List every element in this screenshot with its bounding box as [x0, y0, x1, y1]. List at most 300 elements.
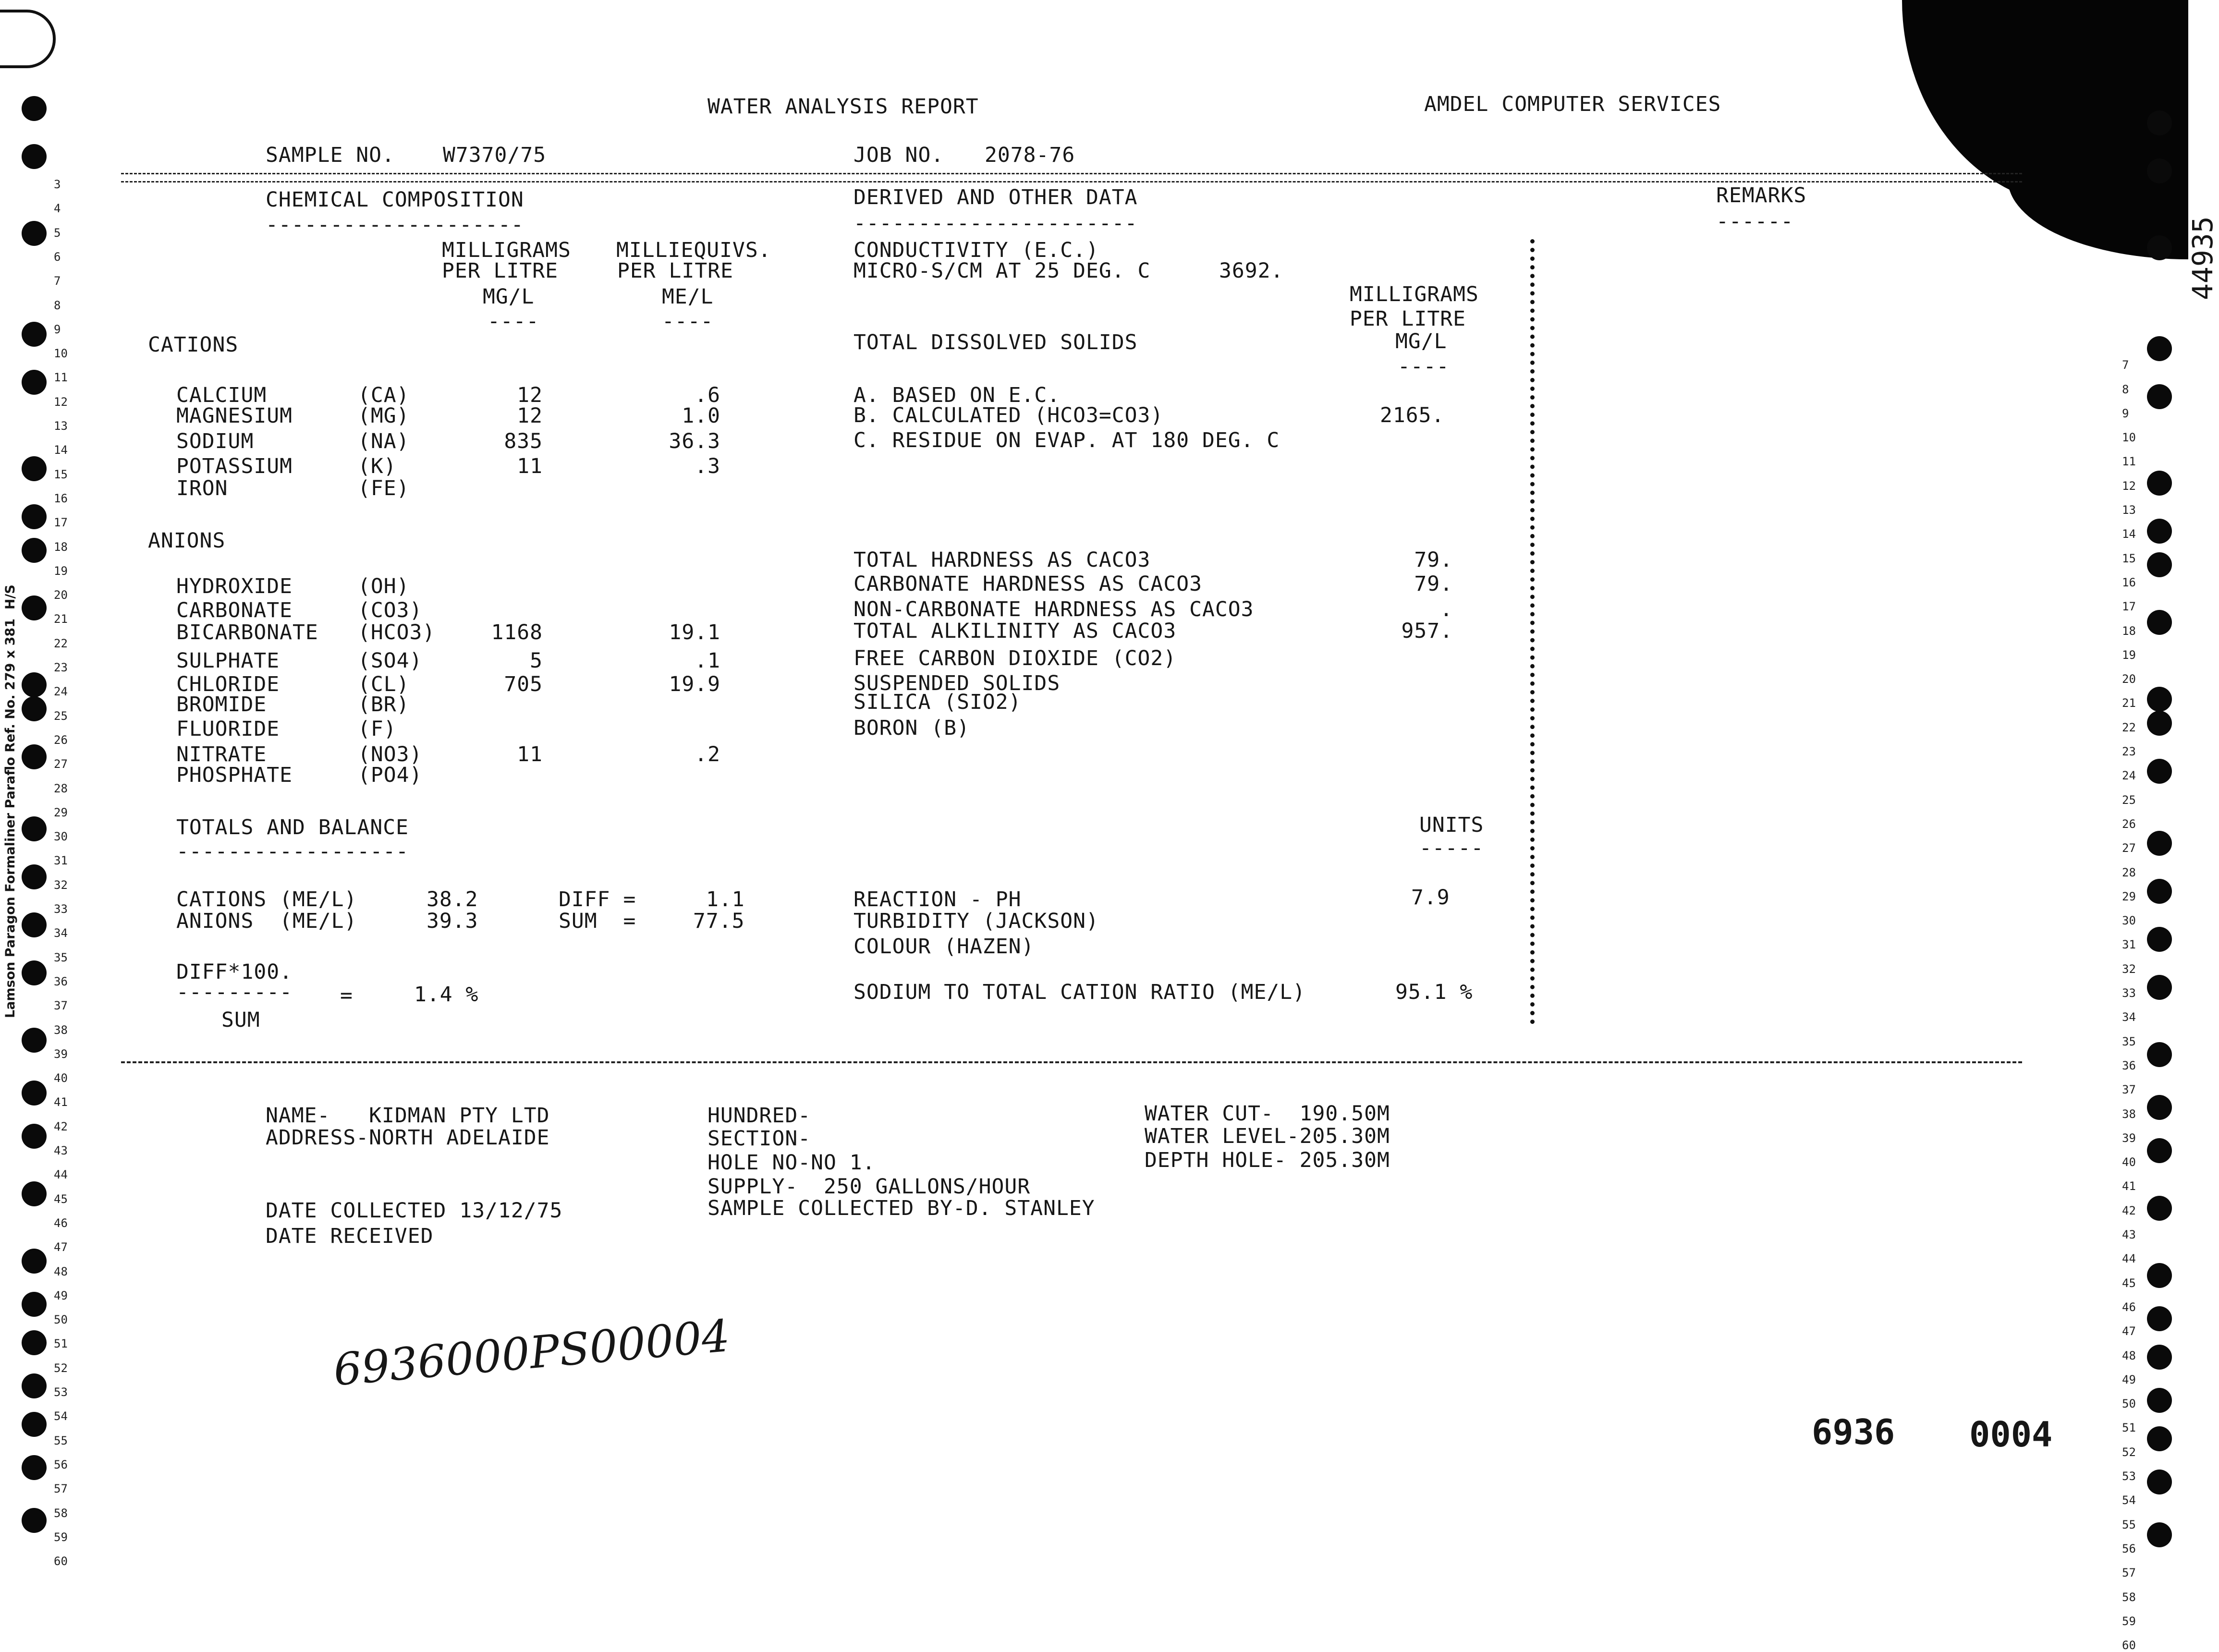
line-number: 21	[54, 612, 68, 626]
anion-name: PHOSPHATE	[176, 763, 293, 787]
feed-hole	[2147, 1138, 2172, 1163]
cation-name: IRON	[176, 476, 228, 500]
line-number: 51	[54, 1337, 68, 1351]
line-number: 20	[54, 588, 68, 602]
line-number: 42	[54, 1119, 68, 1133]
line-number: 12	[54, 395, 68, 409]
line-number: 15	[54, 467, 68, 481]
derived-label: SILICA (SIO2)	[853, 690, 1022, 714]
anions-total-label: ANIONS (ME/L)	[176, 909, 357, 933]
chemical-composition-heading: CHEMICAL COMPOSITION	[266, 188, 524, 212]
derived-label: TOTAL HARDNESS AS CACO3	[853, 548, 1151, 572]
feed-hole	[22, 1373, 47, 1398]
feed-hole	[2147, 519, 2172, 544]
anion-symbol: (CL)	[358, 672, 410, 696]
feed-hole	[22, 1508, 47, 1533]
line-number: 26	[54, 733, 68, 747]
line-number: 14	[2122, 527, 2136, 541]
anion-symbol: (HCO3)	[358, 620, 436, 644]
sum-value: 77.5	[693, 909, 745, 933]
line-number: 38	[2122, 1107, 2136, 1121]
ph-value: 7.9	[1411, 886, 1450, 910]
paper-margin-note: Lamson Paragon Formaliner Paraflo Ref. No. 279 x 381 H/S	[3, 584, 18, 1018]
sodium-ratio-label: SODIUM TO TOTAL CATION RATIO (ME/L)	[853, 980, 1306, 1004]
line-number: 59	[54, 1530, 68, 1544]
tds-based-on-ec: A. BASED ON E.C.	[853, 383, 1061, 407]
anion-name: SULPHATE	[176, 649, 280, 673]
derived-value: 957.	[1401, 619, 1453, 643]
anion-symbol: (BR)	[358, 692, 410, 717]
cation-symbol: (NA)	[358, 429, 410, 453]
line-number: 4	[54, 202, 61, 216]
line-number: 15	[2122, 551, 2136, 565]
line-number: 34	[2122, 1010, 2136, 1024]
line-number: 43	[2122, 1228, 2136, 1241]
sample-number: W7370/75	[443, 143, 547, 167]
line-number: 40	[2122, 1155, 2136, 1169]
line-number: 48	[2122, 1348, 2136, 1362]
line-number: 40	[54, 1071, 68, 1085]
cation-mg-value: 12	[517, 383, 543, 407]
formula-equals: =	[340, 984, 353, 1008]
line-number: 34	[54, 926, 68, 940]
footer-rule	[121, 1061, 2022, 1063]
cations-total-value: 38.2	[427, 887, 478, 911]
line-number: 45	[54, 1192, 68, 1206]
client-name: NAME- KIDMAN PTY LTD	[266, 1104, 550, 1128]
anion-symbol: (PO4)	[358, 763, 423, 787]
remarks-separator	[1530, 239, 1535, 1024]
feed-hole	[22, 1081, 47, 1105]
line-number: 58	[2122, 1590, 2136, 1604]
line-number: 16	[2122, 575, 2136, 589]
line-number: 60	[54, 1555, 68, 1568]
diff-label: DIFF =	[559, 887, 636, 911]
anion-name: CARBONATE	[176, 598, 293, 622]
anion-name: NITRATE	[176, 742, 267, 766]
line-number: 45	[2122, 1276, 2136, 1290]
formula-denominator: SUM	[221, 1008, 260, 1032]
cation-mg-value: 835	[504, 429, 543, 453]
line-number: 10	[2122, 431, 2136, 445]
feed-hole	[22, 322, 47, 347]
derived-label: SUSPENDED SOLIDS	[853, 671, 1061, 695]
anion-symbol: (OH)	[358, 574, 410, 598]
line-number: 35	[2122, 1034, 2136, 1048]
feed-hole	[2147, 1263, 2172, 1288]
feed-hole	[22, 1292, 47, 1317]
totals-underline: ------------------	[176, 839, 409, 863]
line-number: 11	[54, 371, 68, 385]
sample-label: SAMPLE NO.	[266, 143, 395, 167]
units-underline: -----	[1419, 836, 1484, 860]
feed-hole	[22, 144, 47, 169]
line-number: 31	[2122, 938, 2136, 952]
line-number: 55	[54, 1433, 68, 1447]
line-number: 44	[2122, 1252, 2136, 1266]
anion-name: BICARBONATE	[176, 620, 318, 644]
feed-hole	[22, 538, 47, 563]
line-number: 52	[2122, 1445, 2136, 1459]
derived-label: NON-CARBONATE HARDNESS AS CACO3	[853, 597, 1254, 621]
line-number: 24	[54, 685, 68, 699]
feed-hole	[22, 1412, 47, 1437]
feed-hole	[22, 1181, 47, 1206]
line-number: 46	[2122, 1300, 2136, 1314]
mg-header-underline: ----	[488, 309, 539, 333]
feed-hole	[22, 696, 47, 721]
line-number: 42	[2122, 1203, 2136, 1217]
cation-me-value: 36.3	[669, 429, 720, 453]
line-number: 33	[54, 902, 68, 916]
line-number: 25	[2122, 793, 2136, 807]
feed-hole	[2147, 759, 2172, 784]
feed-hole	[2147, 1306, 2172, 1331]
line-number: 47	[2122, 1324, 2136, 1338]
me-header-underline: ----	[662, 309, 714, 333]
me-header-1: MILLIEQUIVS.	[616, 238, 771, 262]
line-number: 28	[2122, 865, 2136, 879]
line-number: 44	[54, 1168, 68, 1182]
anion-name: HYDROXIDE	[176, 574, 293, 598]
line-number: 29	[2122, 889, 2136, 903]
line-number: 25	[54, 709, 68, 723]
tds-heading: TOTAL DISSOLVED SOLIDS	[853, 330, 1138, 354]
line-number: 54	[2122, 1494, 2136, 1507]
feed-hole	[2147, 336, 2172, 361]
feed-hole	[22, 370, 47, 395]
feed-hole	[2147, 610, 2172, 635]
water-level: WATER LEVEL-205.30M	[1145, 1124, 1390, 1148]
report-title: WATER ANALYSIS REPORT	[707, 95, 979, 119]
line-number: 47	[54, 1240, 68, 1254]
derived-label: FREE CARBON DIOXIDE (CO2)	[853, 646, 1177, 670]
line-number: 57	[2122, 1566, 2136, 1580]
line-number: 26	[2122, 817, 2136, 831]
line-number: 13	[2122, 503, 2136, 517]
formula-result: 1.4 %	[414, 983, 479, 1007]
feed-hole	[22, 1124, 47, 1149]
feed-hole	[2147, 1345, 2172, 1370]
date-received: DATE RECEIVED	[266, 1224, 434, 1248]
anion-symbol: (CO3)	[358, 598, 423, 622]
conductivity-units: MICRO-S/CM AT 25 DEG. C	[853, 259, 1151, 283]
feed-hole	[2147, 927, 2172, 952]
hundred-field: HUNDRED-	[707, 1104, 811, 1128]
remarks-underline: ------	[1716, 209, 1794, 233]
feed-hole	[2147, 1388, 2172, 1413]
line-number: 11	[2122, 455, 2136, 469]
line-number: 53	[54, 1385, 68, 1399]
cation-me-value: 1.0	[682, 404, 720, 428]
collected-by: SAMPLE COLLECTED BY-D. STANLEY	[707, 1196, 1095, 1220]
sodium-ratio-value: 95.1 %	[1395, 980, 1473, 1004]
feed-hole	[2147, 1426, 2172, 1451]
line-number: 12	[2122, 479, 2136, 493]
line-number: 39	[54, 1047, 68, 1061]
line-number: 32	[2122, 962, 2136, 976]
feed-hole	[2147, 384, 2172, 409]
remarks-heading: REMARKS	[1716, 183, 1807, 207]
cations-heading: CATIONS	[148, 333, 239, 357]
derived-label: BORON (B)	[853, 716, 970, 740]
line-number: 18	[2122, 624, 2136, 638]
line-number: 7	[2122, 358, 2129, 372]
line-number: 24	[2122, 769, 2136, 783]
line-number: 51	[2122, 1421, 2136, 1435]
anion-name: BROMIDE	[176, 692, 267, 717]
feed-hole	[2147, 235, 2172, 260]
line-number: 23	[2122, 745, 2136, 758]
feed-hole	[22, 816, 47, 841]
cation-symbol: (FE)	[358, 476, 410, 500]
line-number: 31	[54, 854, 68, 868]
stamp-number-left: 6936	[1812, 1412, 1895, 1452]
line-number: 43	[54, 1144, 68, 1157]
line-number: 41	[2122, 1179, 2136, 1193]
feed-hole	[2147, 158, 2172, 183]
feed-hole	[2147, 1095, 2172, 1120]
line-number: 8	[54, 298, 61, 312]
anion-me-value: .2	[695, 742, 720, 766]
feed-hole	[2147, 1196, 2172, 1221]
line-number: 17	[2122, 600, 2136, 614]
depth-hole: DEPTH HOLE- 205.30M	[1145, 1148, 1390, 1172]
right-mg-header-1: MILLIGRAMS	[1350, 282, 1479, 306]
line-number: 7	[54, 274, 61, 288]
feed-hole	[2147, 711, 2172, 736]
me-header-2: PER LITRE	[617, 259, 733, 283]
feed-hole	[22, 1028, 47, 1053]
turbidity-label: TURBIDITY (JACKSON)	[853, 909, 1099, 933]
line-number: 37	[2122, 1083, 2136, 1097]
anion-me-value: 19.1	[669, 620, 720, 644]
line-number: 5	[54, 226, 61, 240]
feed-hole	[2147, 110, 2172, 135]
line-number: 49	[54, 1288, 68, 1302]
line-number: 29	[54, 805, 68, 819]
chemical-composition-underline: --------------------	[266, 213, 524, 237]
line-number: 58	[54, 1506, 68, 1520]
line-number: 35	[54, 950, 68, 964]
right-mg-underline: ----	[1398, 354, 1450, 378]
cation-name: MAGNESIUM	[176, 404, 293, 428]
feed-hole	[2147, 1470, 2172, 1494]
client-address: ADDRESS-NORTH ADELAIDE	[266, 1126, 550, 1150]
feed-hole	[22, 744, 47, 769]
conductivity-label: CONDUCTIVITY (E.C.)	[853, 238, 1099, 262]
line-number: 33	[2122, 986, 2136, 1000]
right-mg-header-3: MG/L	[1395, 329, 1447, 353]
line-number: 17	[54, 516, 68, 530]
feed-hole	[22, 1249, 47, 1274]
line-number: 21	[2122, 696, 2136, 710]
sum-label: SUM =	[559, 909, 636, 933]
line-number: 32	[54, 878, 68, 892]
feed-hole	[2147, 831, 2172, 856]
line-number: 16	[54, 491, 68, 505]
line-number: 37	[54, 999, 68, 1013]
date-collected: DATE COLLECTED 13/12/75	[266, 1199, 563, 1223]
line-number: 46	[54, 1216, 68, 1230]
tds-residue: C. RESIDUE ON EVAP. AT 180 DEG. C	[853, 428, 1280, 452]
cation-me-value: .3	[695, 454, 720, 478]
feed-hole	[2147, 975, 2172, 1000]
feed-hole	[22, 504, 47, 529]
totals-heading: TOTALS AND BALANCE	[176, 815, 409, 839]
feed-hole	[22, 912, 47, 937]
section-field: SECTION-	[707, 1127, 811, 1151]
line-number: 30	[2122, 914, 2136, 928]
feed-hole	[22, 96, 47, 121]
line-number: 9	[54, 322, 61, 336]
line-number: 27	[2122, 841, 2136, 855]
line-number: 41	[54, 1095, 68, 1109]
corner-binding-mark	[0, 10, 56, 68]
job-number: 2078-76	[985, 143, 1075, 167]
cation-me-value: .6	[695, 383, 720, 407]
stamp-number-right: 0004	[1969, 1414, 2053, 1455]
tds-calculated-value: 2165.	[1380, 403, 1445, 427]
feed-hole	[2147, 687, 2172, 712]
feed-hole	[22, 595, 47, 620]
me-header-3: ME/L	[662, 285, 714, 309]
handwritten-reference: 6936000PS00004	[331, 1310, 732, 1396]
line-number: 48	[54, 1264, 68, 1278]
line-number: 3	[54, 178, 61, 191]
feed-hole	[22, 221, 47, 246]
supply-field: SUPPLY- 250 GALLONS/HOUR	[707, 1175, 1031, 1199]
line-number: 19	[54, 564, 68, 578]
line-number: 6	[54, 250, 61, 264]
anion-symbol: (F)	[358, 717, 397, 741]
line-number: 53	[2122, 1470, 2136, 1483]
derived-value: 79.	[1414, 548, 1453, 572]
feed-hole	[22, 864, 47, 889]
derived-value: 79.	[1414, 572, 1453, 596]
header-double-rule	[121, 173, 2022, 182]
company-name: AMDEL COMPUTER SERVICES	[1424, 92, 1721, 116]
feed-hole	[2147, 471, 2172, 496]
line-number: 36	[2122, 1058, 2136, 1072]
anion-mg-value: 705	[504, 672, 543, 696]
line-number: 57	[54, 1482, 68, 1496]
line-number: 55	[2122, 1518, 2136, 1531]
line-number: 49	[2122, 1373, 2136, 1386]
derived-value: .	[1440, 597, 1453, 621]
line-number: 28	[54, 781, 68, 795]
line-number: 38	[54, 1023, 68, 1037]
feed-hole	[22, 456, 47, 481]
line-number: 54	[54, 1409, 68, 1423]
line-number: 22	[2122, 720, 2136, 734]
line-number: 27	[54, 757, 68, 771]
diff-value: 1.1	[706, 887, 745, 911]
line-number: 9	[2122, 406, 2129, 420]
cation-name: POTASSIUM	[176, 454, 293, 478]
tds-calculated: B. CALCULATED (HCO3=CO3)	[853, 403, 1164, 427]
formula-bar: ---------	[176, 980, 293, 1004]
anion-name: CHLORIDE	[176, 672, 280, 696]
anion-me-value: 19.9	[669, 672, 720, 696]
derived-label: TOTAL ALKILINITY AS CACO3	[853, 619, 1177, 643]
feed-hole	[2147, 1522, 2172, 1547]
line-number: 20	[2122, 672, 2136, 686]
anions-total-value: 39.3	[427, 909, 478, 933]
feed-hole	[22, 1330, 47, 1355]
colour-label: COLOUR (HAZEN)	[853, 935, 1035, 959]
ph-label: REACTION - PH	[853, 887, 1022, 911]
line-number: 10	[54, 347, 68, 361]
corner-number: 44935	[2186, 216, 2219, 300]
cations-total-label: CATIONS (ME/L)	[176, 887, 357, 911]
line-number: 13	[54, 419, 68, 433]
line-number: 8	[2122, 382, 2129, 396]
line-number: 56	[2122, 1542, 2136, 1555]
cation-symbol: (K)	[358, 454, 397, 478]
line-number: 52	[54, 1361, 68, 1375]
anion-mg-value: 1168	[491, 620, 543, 644]
cation-mg-value: 11	[517, 454, 543, 478]
job-label: JOB NO.	[853, 143, 944, 167]
water-cut: WATER CUT- 190.50M	[1145, 1102, 1390, 1126]
anion-mg-value: 5	[530, 649, 543, 673]
line-number: 39	[2122, 1131, 2136, 1145]
feed-hole	[2147, 879, 2172, 904]
line-number: 14	[54, 443, 68, 457]
derived-data-underline: ----------------------	[853, 211, 1138, 235]
units-heading: UNITS	[1419, 813, 1484, 837]
anion-mg-value: 11	[517, 742, 543, 766]
mg-header-1: MILLIGRAMS	[442, 238, 571, 262]
derived-data-heading: DERIVED AND OTHER DATA	[853, 185, 1138, 209]
cation-symbol: (CA)	[358, 383, 410, 407]
line-number: 36	[54, 974, 68, 988]
line-number: 22	[54, 636, 68, 650]
line-number: 60	[2122, 1639, 2136, 1652]
cation-name: SODIUM	[176, 429, 254, 453]
formula-numerator: DIFF*100.	[176, 960, 293, 984]
line-number: 30	[54, 830, 68, 844]
line-number: 59	[2122, 1614, 2136, 1628]
line-number: 50	[54, 1313, 68, 1327]
anion-symbol: (NO3)	[358, 742, 423, 766]
mg-header-2: PER LITRE	[442, 259, 558, 283]
derived-label: CARBONATE HARDNESS AS CACO3	[853, 572, 1202, 596]
cation-name: CALCIUM	[176, 383, 267, 407]
line-number: 50	[2122, 1397, 2136, 1411]
line-number: 19	[2122, 648, 2136, 662]
line-number: 23	[54, 661, 68, 674]
feed-hole	[22, 1455, 47, 1480]
cation-symbol: (MG)	[358, 404, 410, 428]
mg-header-3: MG/L	[483, 285, 535, 309]
anions-heading: ANIONS	[148, 529, 226, 553]
anion-symbol: (SO4)	[358, 649, 423, 673]
line-number: 56	[54, 1458, 68, 1471]
feed-hole	[22, 960, 47, 985]
cation-mg-value: 12	[517, 404, 543, 428]
line-number: 18	[54, 540, 68, 554]
anion-name: FLUORIDE	[176, 717, 280, 741]
feed-hole	[2147, 552, 2172, 577]
conductivity-value: 3692.	[1219, 259, 1284, 283]
hole-number: HOLE NO-NO 1.	[707, 1151, 876, 1175]
feed-hole	[2147, 1042, 2172, 1067]
anion-me-value: .1	[695, 649, 720, 673]
right-mg-header-2: PER LITRE	[1350, 307, 1466, 331]
feed-hole	[22, 672, 47, 697]
